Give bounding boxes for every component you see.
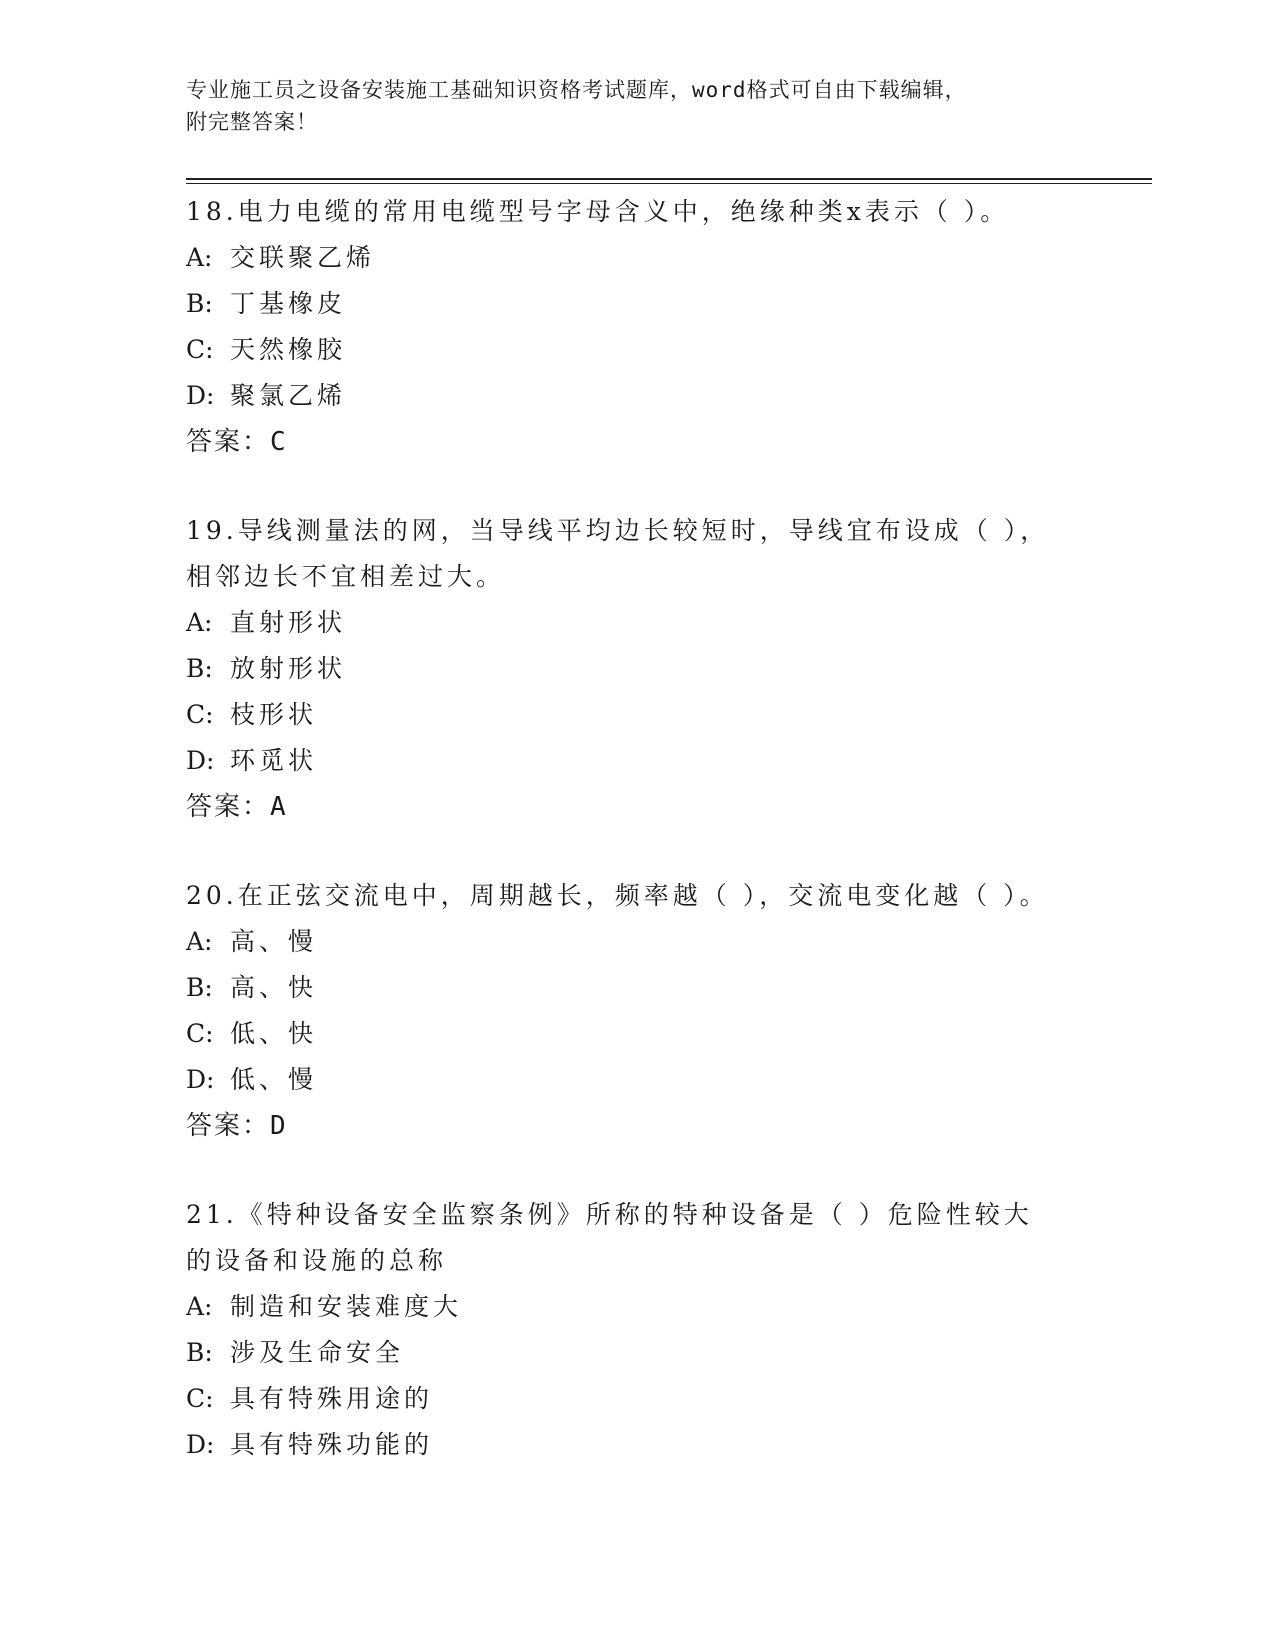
option-text: 天然橡胶: [230, 335, 347, 364]
answer-line: [186, 784, 1066, 830]
answer-label: 答案：: [186, 792, 271, 822]
option-text: 聚氯乙烯: [230, 381, 347, 410]
option-letter: A:: [186, 608, 213, 637]
option-d: [186, 1057, 1066, 1103]
option-letter: C:: [186, 1384, 214, 1413]
question-21: [186, 1192, 1066, 1468]
option-letter: D:: [186, 1430, 215, 1459]
option-a: [186, 919, 1066, 965]
answer-value: C: [270, 427, 286, 457]
option-text: 高、慢: [230, 927, 318, 956]
option-letter: C:: [186, 700, 214, 729]
option-text: 低、快: [230, 1019, 318, 1048]
question-list: [186, 189, 1066, 1511]
answer-label: 答案：: [186, 1111, 271, 1141]
option-c: [186, 1376, 1066, 1422]
option-text: 涉及生命安全: [230, 1338, 405, 1367]
option-letter: A:: [186, 1292, 213, 1321]
option-b: [186, 646, 1066, 692]
option-text: 丁基橡皮: [230, 289, 347, 318]
option-letter: A:: [186, 243, 213, 272]
option-b: [186, 1330, 1066, 1376]
option-c: [186, 692, 1066, 738]
question-stem: 21.《特种设备安全监察条例》所称的特种设备是（ ）危险性较大的设备和设施的总称: [186, 1200, 1033, 1275]
header-divider-thin: [186, 183, 1152, 184]
answer-value: D: [270, 1111, 286, 1141]
option-a: [186, 1284, 1066, 1330]
option-letter: C:: [186, 335, 214, 364]
header-divider: [186, 178, 1152, 180]
question-20: [186, 873, 1066, 1149]
option-letter: C:: [186, 1019, 214, 1048]
option-d: [186, 1422, 1066, 1468]
option-text: 具有特殊用途的: [230, 1384, 434, 1413]
option-letter: B:: [186, 1338, 213, 1367]
option-text: 交联聚乙烯: [230, 243, 376, 272]
option-b: [186, 965, 1066, 1011]
option-d: [186, 373, 1066, 419]
option-text: 直射形状: [230, 608, 347, 637]
option-text: 制造和安装难度大: [230, 1292, 463, 1321]
option-letter: A:: [186, 927, 213, 956]
option-c: [186, 327, 1066, 373]
question-18: [186, 189, 1066, 465]
answer-label: 答案：: [186, 427, 271, 457]
answer-line: [186, 1103, 1066, 1149]
question-stem: 20.在正弦交流电中，周期越长，频率越（ ），交流电变化越（ ）。: [186, 881, 1049, 910]
option-b: [186, 281, 1066, 327]
option-letter: D:: [186, 1065, 215, 1094]
option-text: 高、快: [230, 973, 318, 1002]
option-letter: B:: [186, 973, 213, 1002]
answer-line: [186, 419, 1066, 465]
option-text: 放射形状: [230, 654, 347, 683]
option-letter: B:: [186, 654, 213, 683]
option-text: 具有特殊功能的: [230, 1430, 434, 1459]
option-c: [186, 1011, 1066, 1057]
header-line-1: 专业施工员之设备安装施工基础知识资格考试题库，word格式可自由下载编辑，: [186, 78, 967, 102]
document-header: [186, 74, 1066, 138]
option-letter: B:: [186, 289, 213, 318]
question-19: [186, 508, 1066, 830]
option-letter: D:: [186, 381, 215, 410]
option-a: [186, 600, 1066, 646]
answer-value: A: [270, 792, 286, 822]
question-stem: 19.导线测量法的网，当导线平均边长较短时，导线宜布设成（ ），相邻边长不宜相差过大。: [186, 516, 1050, 591]
question-stem: 18.电力电缆的常用电缆型号字母含义中，绝缘种类x表示（ ）。: [186, 197, 1010, 226]
option-d: [186, 738, 1066, 784]
option-letter: D:: [186, 746, 215, 775]
option-text: 枝形状: [230, 700, 318, 729]
option-text: 低、慢: [230, 1065, 318, 1094]
option-text: 环觅状: [230, 746, 318, 775]
header-line-2: 附完整答案！: [186, 110, 318, 134]
option-a: [186, 235, 1066, 281]
